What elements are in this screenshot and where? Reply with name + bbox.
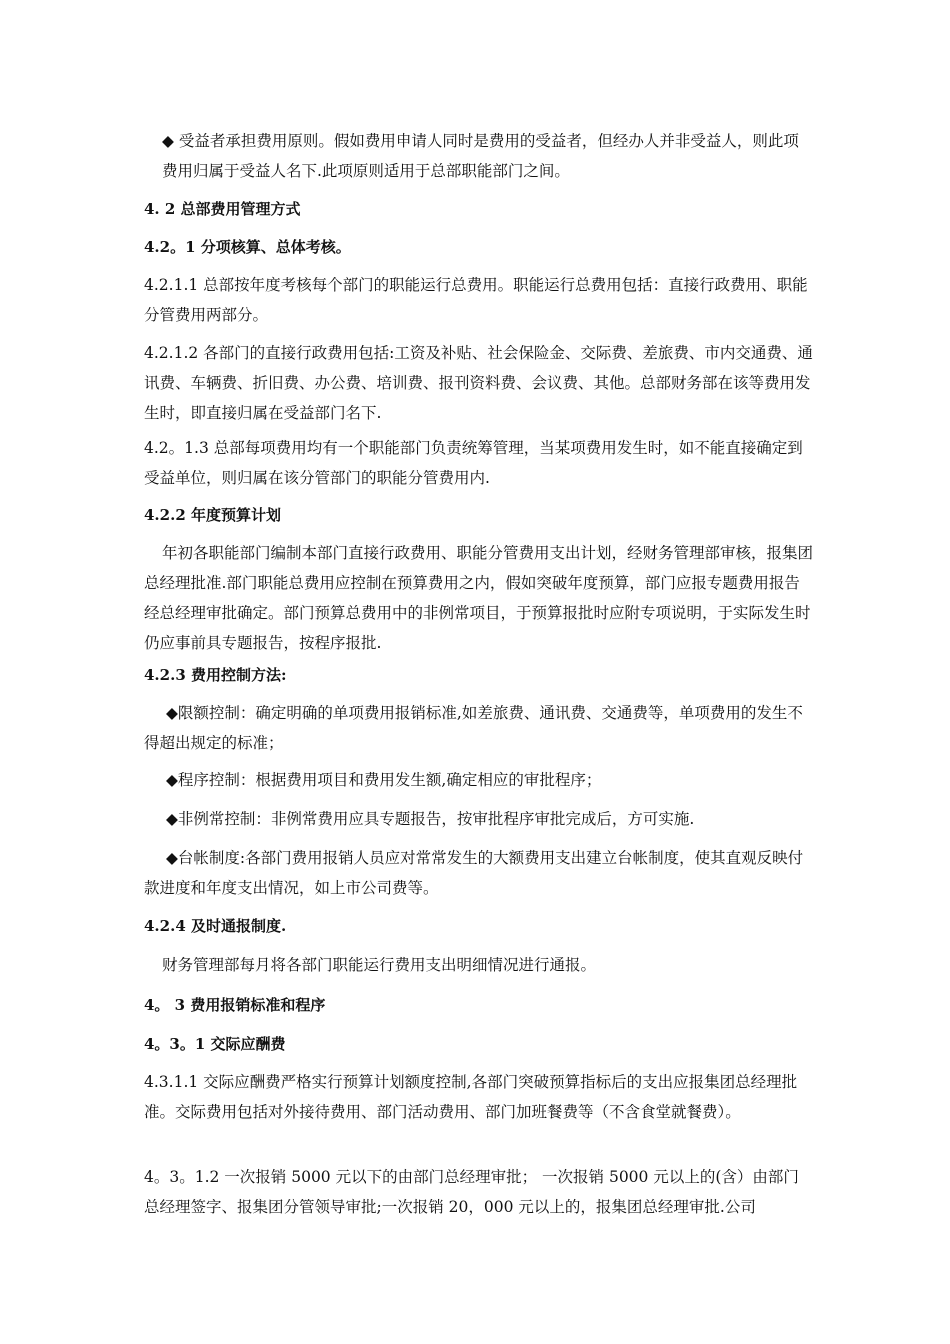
paragraph-4-2-1-3: 4.2。1.3 总部每项费用均有一个职能部门负责统筹管理，当某项费用发生时，如不能直接确定到受益单位，则归属在该分管部门的职能分管费用内. xyxy=(144,439,803,487)
list-item-text: ◆台帐制度:各部门费用报销人员应对常常发生的大额费用支出建立台帐制度，使其直观反映付款进度和年度支出情况，如上市公司费等。 xyxy=(144,849,804,897)
paragraph-4-2-4 xyxy=(144,950,814,980)
list-item-non-routine-control xyxy=(144,804,814,834)
heading-4-2-2: 4.2.2 年度预算计划 xyxy=(144,506,281,524)
paragraph-4-2-1-1: 4.2.1.1 总部按年度考核每个部门的职能运行总费用。职能运行总费用包括：直接行政费用、职能分管费用两部分。 xyxy=(144,276,808,324)
heading-4-2-1: 4.2。1 分项核算、总体考核。 xyxy=(144,238,351,256)
paragraph-4-2-2 xyxy=(144,538,814,658)
list-item-text: ◆程序控制：根据费用项目和费用发生额,确定相应的审批程序； xyxy=(166,771,602,789)
list-item-limit-control xyxy=(144,698,814,758)
heading-4-2-4: 4.2.4 及时通报制度. xyxy=(144,917,287,935)
paragraph-beneficiary-principle xyxy=(144,126,814,186)
heading-4-2-3: 4.2.3 费用控制方法: xyxy=(144,666,287,684)
heading-4-3: 4。 3 费用报销标准和程序 xyxy=(144,996,326,1014)
list-item-text: ◆限额控制：确定明确的单项费用报销标准,如差旅费、通讯费、交通费等，单项费用的发生不得超出规定的标准； xyxy=(144,704,803,752)
list-item-procedure-control xyxy=(144,765,814,795)
paragraph-text: ◆ 受益者承担费用原则。假如费用申请人同时是费用的受益者，但经办人并非受益人，则此项费用归属于受益人名下.此项原则适用于总部职能部门之间。 xyxy=(162,132,799,180)
list-item-text: ◆非例常控制：非例常费用应具专题报告，按审批程序审批完成后，方可实施. xyxy=(166,810,695,828)
paragraph-4-3-1-2: 4。3。1.2 一次报销 5000 元以下的由部门总经理审批； 一次报销 5000 元以上的(含）由部门总经理签字、报集团分管领导审批;一次报销 20，000 元以上的，报集团总经理审批.公司 xyxy=(144,1168,799,1216)
heading-4-3-1: 4。3。1 交际应酬费 xyxy=(144,1035,286,1053)
paragraph-4-2-1-2: 4.2.1.2 各部门的直接行政费用包括:工资及补贴、社会保险金、交际费、差旅费、市内交通费、通讯费、车辆费、折旧费、办公费、培训费、报刊资料费、会议费、其他。总部财务部在该等费用发生时，即直接归属在受益部门名下. xyxy=(144,344,813,422)
list-item-ledger-system xyxy=(144,843,814,903)
heading-4-2: 4. 2 总部费用管理方式 xyxy=(144,200,301,218)
paragraph-4-3-1-1: 4.3.1.1 交际应酬费严格实行预算计划额度控制,各部门突破预算指标后的支出应报集团总经理批准。交际费用包括对外接待费用、部门活动费用、部门加班餐费等（不含食堂就餐费）。 xyxy=(144,1073,798,1121)
paragraph-text: 财务管理部每月将各部门职能运行费用支出明细情况进行通报。 xyxy=(162,956,597,974)
paragraph-text: 年初各职能部门编制本部门直接行政费用、职能分管费用支出计划，经财务管理部审核，报集团总经理批准.部门职能总费用应控制在预算费用之内，假如突破年度预算，部门应报专题费用报告经总经理审批确定。部门预算总费用中的非例常项目，于预算报批时应附专项说明，于实际发生时仍应事前具专题报告，按程序报批. xyxy=(144,544,814,652)
